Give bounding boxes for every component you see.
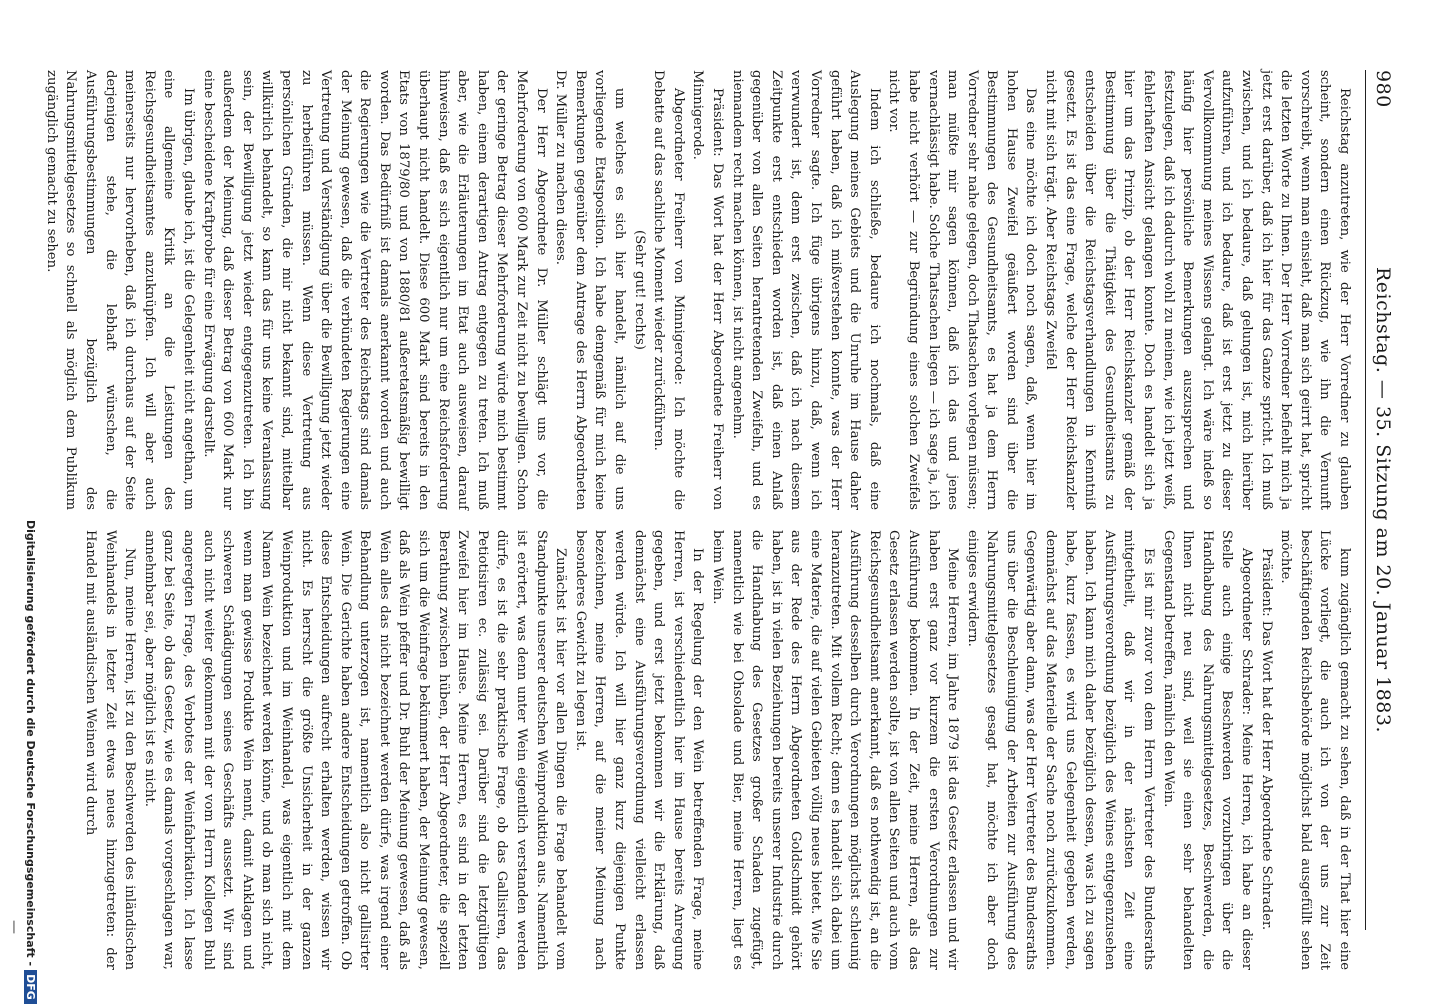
page-title: Reichstag. — 35. Sitzung am 20. Januar 1883.	[1372, 266, 1394, 734]
paragraph: Präsident: Das Wort hat der Herr Abgeordnete Freiherr von Minnigerode.	[690, 70, 725, 510]
header-rule	[1365, 70, 1366, 930]
corner-mark: —	[6, 920, 22, 934]
left-column	[43, 70, 1354, 510]
paragraph: In der Regelung der den Wein betreffenden Frage, meine Herren, ist verschiedentlich hier im Hause bereits Anregung gegeben, und erst jetzt bekommen wir die Erklärung, daß demnächst eine Ausführungsverordnung vielleicht erlassen werden würde. Ich will hier ganz kurz diejenigen Punkte bezeichnen, meine Herren, auf die meiner Meinung nach besonderes Gewicht zu legen ist.	[572, 530, 706, 970]
paragraph: Meine Herren, im Jahre 1879 ist das Gesetz erlassen und wir haben erst ganz vor kurzem die ersten Verordnungen zur Ausführung bekommen. In der Zeit, meine Herren, als das Gesetz erlassen werden sollte, ist von allen Seiten und auch vom Reichsgesundheitsamt anerkannt, daß es nothwendig ist, an die Ausführung desselben durch Verordnungen möglichst schleunig heranzutreten. Mit vollem Recht; denn es handelt sich dabei um eine Materie, die auf vielen Gebieten völlig neues bietet. Wie Sie aus der Rede des Herrn Abgeordneten Goldschmidt gehört haben, ist in vielen Beziehungen bereits unserer Industrie durch die Handhabung des Gesetzes großer Schaden zugefügt, namentlich wie bei Ohsolade und Bier, meine Herren, liegt es beim Wein.	[710, 530, 961, 970]
paragraph: Reichstag anzutreten, wie der Herr Vorredner zu glauben scheint, sondern einen Rückzug, wie ihn die Vernunft vorschreibt, wenn man einsieht, daß man sich geirrt hat, spricht die letzten Worte zu Ihnen. Der Herr Vorredner befiehlt mich ja jetzt erst darüber, daß ich hier für das Ganze spricht. Ich muß zwischen, und ich bedaure, daß gelungen ist, mich hierüber aufzuführen, und ich bedaure, daß ist erst jetzt zu dieser Vervollkommnung meines Wissens gelangt. Ich wäre indeß so häufig hier persönliche Bemerkungen auszusprechen und festzulegen, daß ich dadurch wohl zu meinen, wie ich jetzt weiß, fehlerhaften Ansicht gelangen konnte. Doch es handelt sich ja hier um das Prinzip, ob der Herr Reichskanzler gemäß der Bestimmung über die Thätigkeit des Gesundheitsamts zu entscheiden über die Reichstagsverhandlungen in Kenntniß gesetzt. Es ist das eine Frage, welche der Herr Reichskanzler nicht mit sich trägt. Aber Reichstags Zweifel	[1043, 70, 1352, 510]
right-column	[83, 530, 1354, 970]
page-header	[1364, 70, 1394, 930]
paragraph: Das eine möchte ich doch noch sagen, daß, wenn hier im hohen Hause Zweifel geäußert worden sind über die Bestimmungen des Gesundheitsamts, es hat ja dem Herrn Vorredner sehr nahe gelegen, doch Thatsachen vorlegen müssen; man müßte mir sagen können, daß ich das und jenes vernachlässigt habe. Solche Thatsachen liegen — ich sage ja, ich habe nicht verhört — zur Begründung eines solchen Zweifels nicht vor.	[886, 70, 1039, 510]
paragraph: Präsident: Das Wort hat der Herr Abgeordnete Schrader.	[1258, 548, 1274, 931]
paragraph: Indem ich schließe, bedaure ich nochmals, daß eine Auslegung meines Gebiets und die Unruhe im Hause daher geführt haben, daß ich mißverstehen konnte, was der Herr Vorredner sagte. Ich füge übrigens hinzu, daß, wenn ich verwundert ist, denn erst zwischen, daß ich nach diesem Zeitpunkte erst entschieden worden ist, daß einen Anlaß gegenüber von allen Seiten herantretenden Zweifeln, und es niemandem recht machen können, ist nicht angenehm.	[729, 70, 882, 510]
paragraph: Nun, meine Herren, ist zu den Beschwerden des inländischen Weinhandels in letzter Zeit etwas neues hinzugetreten: der Handel mit ausländischen Weinen wird durch	[83, 530, 138, 970]
paragraph: Abgeordneter Freiherr von Minnigerode: Ich möchte die Debatte auf das sachliche Moment wieder zurückführen.	[651, 70, 686, 510]
paragraph: um welches es sich hier handelt, nämlich auf die uns vorliegende Etatsposition. Ich habe demgemäß für mich keine Bemerkungen gegenüber dem Antrage des Herrn Abgeordneten Dr. Müller zu machen dieses.	[553, 70, 628, 510]
dfg-logo: DFG	[24, 970, 37, 1004]
page-number: 980	[1372, 70, 1394, 108]
digitization-note: Digitalisierung gefördert durch die Deutsche Forschungsgemeinschaft -	[24, 520, 37, 967]
paragraph: Der Herr Abgeordnete Dr. Müller schlägt uns vor, die Mehrforderung von 600 Mark zur Zeit nicht zu bewilligen. Schon der geringe Betrag dieser Mehrforderung würde mich bestimmt haben, einem derartigen Antrag entgegen zu treten. Ich muß aber, wie die Erläuterungen im Etat auch ausweisen, darauf hinweisen, daß es sich eigentlich nur um eine Reichsforderung überhaupt nicht handelt. Diese 600 Mark sind bereits in den Etats von 1879/80 und von 1880/81 außeretatsmäßig bewilligt worden. Das Bedürfniß ist damals anerkannt worden und auch die Regierungen wie die Vertreter des Reichstags sind damals der Meinung gewesen, daß die verbündeten Regierungen eine Vertretung und Verständigung über die Bewilligung jetzt wieder zu herbeiführen müssen. Wenn diese Vertretung aus persönlichen Gründen, die mir nicht bekannt sind, mittelbar willkürlich behandelt, so kann das für uns keine Veranlassung sein, der Bewilligung jetzt wieder entgegenzutreten. Ich bin außerdem der Meinung, daß dieser Betrag von 600 Mark nur eine bescheidene Kraftprobe für eine Erwägung darstellt.	[200, 70, 549, 510]
stage-direction: (Sehr gut! rechts)	[631, 230, 647, 350]
paragraph: Abgeordneter Schrader: Meine Herren, ich habe an dieser Stelle auch einige Beschwerden vorzubringen über die Handhabung des Nahrungsmittelgesetzes, Beschwerden, die Ihnen nicht neu sind, weil sie einen sehr behandelten Gegenstand betreffen, nämlich den Wein.	[1160, 530, 1255, 970]
paragraph: Es ist mir zuvor von dem Herrn Vertreter des Bundesraths mitgetheilt, daß wir in der nächsten Zeit eine Ausführungsverordnung bezüglich des Weines entgegenzusehen haben. Ich kann mich daher bezüglich dessen, was ich zu sagen habe, kurz fassen, es wird uns Gelegenheit gegeben werden, demnächst auf das Materielle der Sache noch zurückzukommen. Gegenwärtig aber dann, was der Herr Vertreter des Bundesraths uns über die Beschleunigung der Arbeiten zur Ausführung des Nahrungsmittelgesetzes gesagt hat, möchte ich aber doch einiges erwidern.	[964, 530, 1157, 970]
paragraph: Zunächst ist hier vor allen Dingen die Frage behandelt vom Standpunkte unserer deutschen Weinproduktion aus. Namentlich ist erörtert, was denn unter Wein eigentlich verstanden werden dürfe, es ist die sehr praktische Frage, ob das Gallisiren, das Petiotisiren ec. zulässig sei. Darüber sind die letztgültigen Zweifel hier im Hause. Meine Herren, es sind in der letzten Berathung zwischen hüben, der Herr Abgeordneter, die speziell sich um die Weinfrage bekümmert haben, der Meinung gewesen, daß als Wein pfeffer und Dr. Buhl der Meinung gewesen, daß als Wein alles das nicht bezeichnet werden dürfe, was irgend einer Behandlung unterzogen ist, namentlich also nicht gallisirter Wein. Die Gerichte haben andere Entscheidungen getroffen. Ob diese Entscheidungen aufrecht erhalten werden, wissen wir nicht. Es herrscht die größte Unsicherheit in der ganzen Weinproduktion und im Weinhandel, was eigentlich mit dem Namen Wein bezeichnet werden könne, und ob man sich nicht, wenn man gewisse Produkte Wein nennt, damit Anklagen und schweren Schädigungen seines Geschäfts aussetzt. Wir sind auch nicht weiter gekommen mit der vom Herrn Kollegen Buhl angeregten Frage, des Verbotes der Weinfabrikation. Ich lasse ganz bei Seite, ob das Gesetz, wie es damals vorgeschlagen war, annehmbar sei, aber möglich ist es nicht.	[141, 530, 569, 970]
paragraph: kum zugänglich gemacht zu sehen, daß in der That hier eine Lücke vorliegt, die auch ich von der uns zur Zeit beschäftigenden Reichsbehörde möglichst bald ausgefüllt sehen möchte.	[1278, 530, 1352, 970]
paragraph: Im übrigen, glaube ich, ist die Gelegenheit nicht angethan, um eine allgemeine Kritik an die Leistungen des Reichsgesundheitsamtes anzuknüpfen. Ich will aber auch meinerseits nur hervorheben, daß ich durchaus auf der Seite derjenigen stehe, die lebhaft wünschen, die Ausführungsbestimmungen bezüglich des Nahrungsmittelgesetzes so schnell als möglich dem Publikum zugänglich gemacht zu sehen.	[43, 70, 196, 510]
